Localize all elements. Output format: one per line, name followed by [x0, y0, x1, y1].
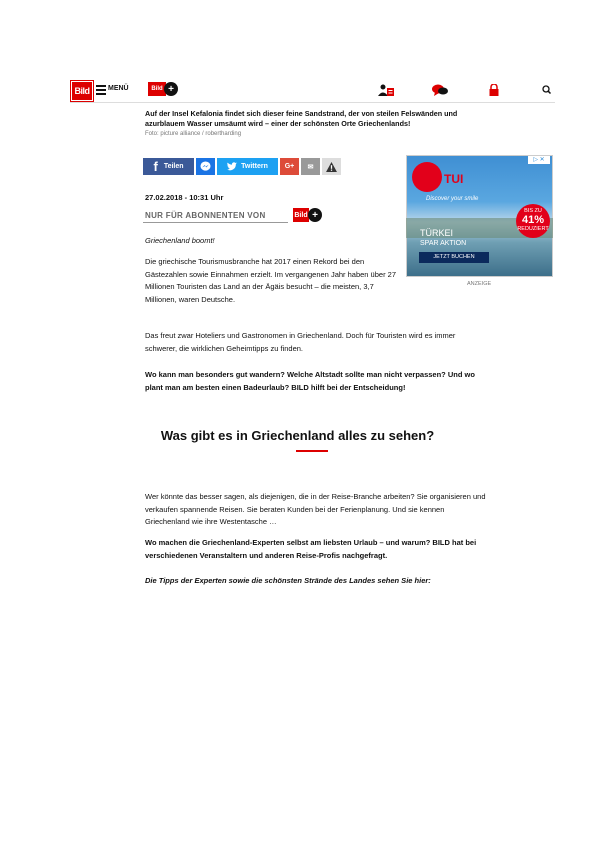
article-paragraph: Wer könnte das besser sagen, als diejenigen, die in der Reise-Branche arbeiten? Sie organisieren und verkaufen spannende Reisen. Sie beraten Kunden bei der Ferienplanung. Und sie kennen Griechenland wie ihre Westentasche …	[145, 492, 486, 526]
article-paragraph: Die griechische Tourismusbranche hat 2017 einen Rekord bei den Gästezahlen sowie Einnahmen erzielt. Im vergangenen Jahr haben über 27 Millionen Touristen das Land an der Ägäis besucht – die meisten, 3,7 Millionen, waren Deutsche.	[145, 257, 396, 304]
facebook-icon: f	[153, 159, 158, 174]
ad-book-button[interactable]: JETZT BUCHEN	[419, 252, 489, 263]
discount-value: 41%	[521, 214, 545, 226]
tui-logo-icon	[412, 162, 442, 192]
hamburger-icon[interactable]	[96, 85, 106, 95]
email-share-button[interactable]: ✉	[301, 158, 320, 175]
search-icon[interactable]	[539, 84, 555, 96]
twitter-bird-icon	[227, 162, 237, 171]
warning-report-button[interactable]	[322, 158, 341, 175]
subscriber-label: NUR FÜR ABONNENTEN VON	[145, 211, 266, 220]
lock-icon[interactable]	[486, 84, 502, 96]
facebook-share-label: Teilen	[163, 163, 184, 170]
site-header	[70, 80, 555, 103]
article-teaser: Die Tipps der Experten sowie die schönsten Strände des Landes sehen Sie hier:	[145, 576, 431, 585]
twitter-share-label: Twittern	[241, 163, 268, 170]
ad-choices-close-icon[interactable]: ▷ ✕	[528, 156, 550, 164]
user-menu-icon[interactable]	[378, 84, 394, 96]
twitter-share-button[interactable]	[217, 158, 278, 175]
plus-icon[interactable]: +	[164, 82, 178, 96]
subscriber-bild-logo[interactable]: Bild	[293, 208, 309, 222]
subscriber-plus-icon[interactable]: +	[308, 208, 322, 222]
bildplus-logo[interactable]: Bild	[148, 82, 166, 96]
image-caption: Auf der Insel Kefalonia findet sich dieser feine Sandstrand, der von steilen Felswänden und azurblauem Wasser umsäumt wird – einer der schönsten Orte Griechenlands!	[145, 109, 458, 128]
article-lead: Griechenland boomt!	[145, 236, 215, 245]
article-date: 27.02.2018 - 10:31 Uhr	[145, 193, 224, 202]
ad-label: ANZEIGE	[467, 281, 492, 287]
article-paragraph-bold: Wo kann man besonders gut wandern? Welche Altstadt sollte man nicht verpassen? Und wo plant man am besten einen Badeurlaub? BILD hilft bei der Entscheidung!	[145, 370, 475, 392]
article-paragraph-bold: Wo machen die Griechenland-Experten selbst am liebsten Urlaub – und warum? BILD hat bei verschiedenen Veranstaltern und anderen Reise-Profis nachgefragt.	[145, 538, 477, 560]
ad-subtitle: SPAR AKTION	[420, 240, 467, 247]
subscriber-underline	[143, 222, 288, 223]
tui-brand: TUI	[444, 172, 464, 186]
ad-title: TÜRKEI	[420, 228, 454, 238]
discount-badge	[516, 204, 550, 238]
google-plus-share-button[interactable]: G+	[280, 158, 299, 175]
bild-logo[interactable]: Bild	[70, 80, 94, 102]
warning-triangle-icon	[326, 162, 337, 172]
messenger-icon	[200, 161, 211, 172]
heading-underline	[296, 450, 328, 452]
menu-label[interactable]: MENÜ	[108, 85, 129, 92]
discount-bottom: REDUZIERT	[517, 226, 549, 232]
tui-slogan: Discover your smile	[426, 196, 479, 202]
section-heading: Was gibt es in Griechenland alles zu sehen?	[160, 428, 435, 443]
messenger-share-button[interactable]	[196, 158, 215, 175]
article-paragraph: Das freut zwar Hoteliers und Gastronomen in Griechenland. Doch für Touristen wird es immer schwerer, die wirklichen Geheimtipps zu finden.	[145, 331, 456, 353]
discount-top: BIS ZU	[524, 208, 542, 214]
image-credit: Foto: picture alliance / robertharding	[145, 131, 242, 137]
chat-icon[interactable]	[432, 84, 448, 96]
facebook-share-button[interactable]	[143, 158, 194, 175]
